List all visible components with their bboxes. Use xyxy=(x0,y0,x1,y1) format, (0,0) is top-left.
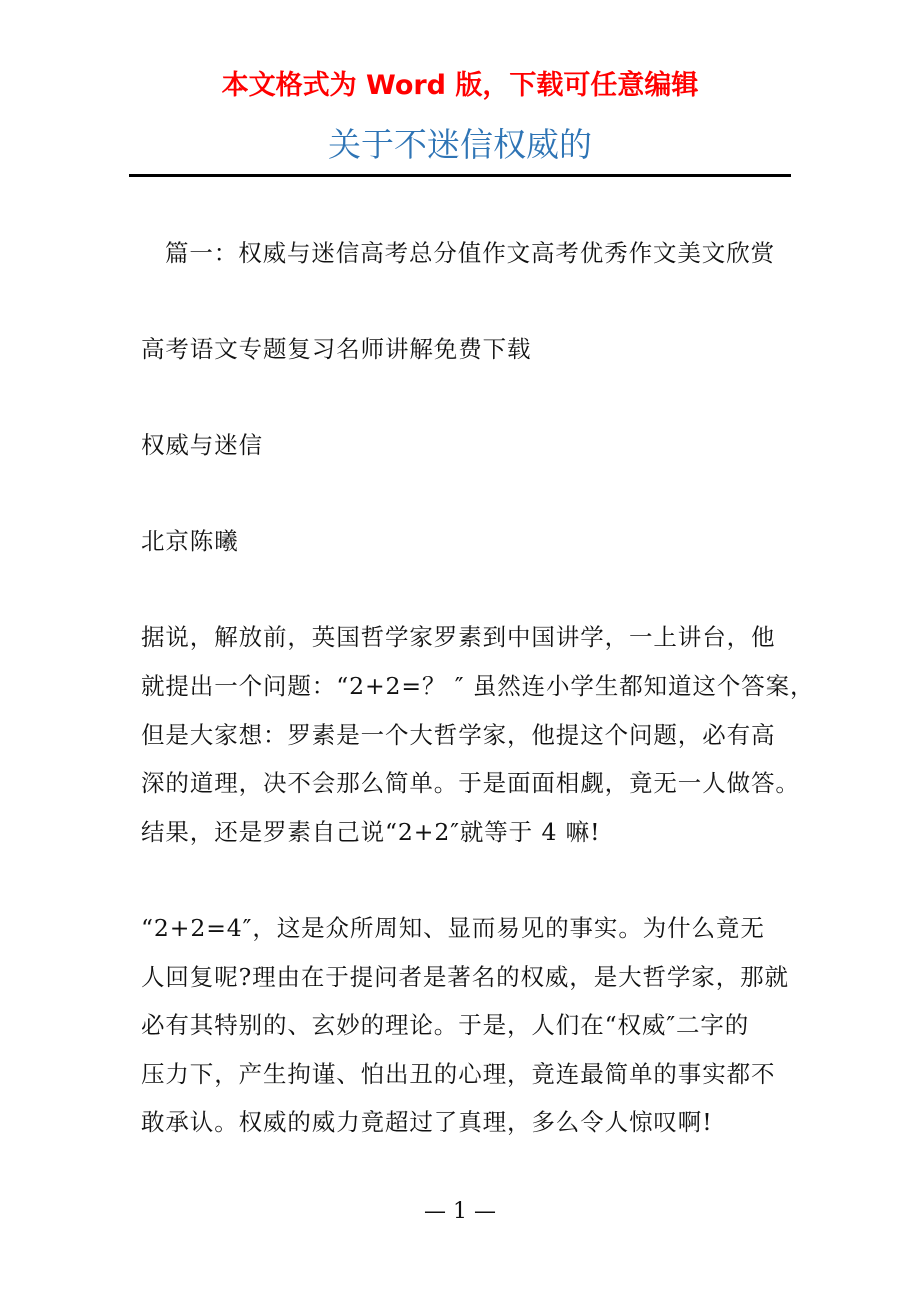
subheading: 高考语文专题复习名师讲解免费下载 xyxy=(141,335,532,363)
paragraph-line: 压力下，产生拘谨、怕出丑的心理，竟连最简单的事实都不 xyxy=(141,1060,776,1088)
editable-notice-banner: 本文格式为 Word 版，下载可任意编辑 xyxy=(221,70,699,101)
paragraph-line: 据说，解放前，英国哲学家罗素到中国讲学，一上讲台，他 xyxy=(141,623,776,651)
paragraph-line: 人回复呢?理由在于提问者是著名的权威，是大哲学家，那就 xyxy=(141,963,789,991)
article-title: 权威与迷信 xyxy=(141,431,263,459)
paragraph-line: 但是大家想：罗素是一个大哲学家，他提这个问题，必有高 xyxy=(141,721,776,749)
document-title: 关于不迷信权威的 xyxy=(328,125,592,164)
section-heading: 篇一：权威与迷信高考总分值作文高考优秀作文美文欣赏 xyxy=(165,239,775,267)
paragraph-line: 就提出一个问题：“2+2=？ ″ 虽然连小学生都知道这个答案， xyxy=(141,672,815,700)
paragraph-line: 敢承认。权威的威力竟超过了真理，多么令人惊叹啊! xyxy=(141,1108,713,1136)
page-number: — 1 — xyxy=(424,1199,496,1224)
paragraph-line: “2+2=4″，这是众所周知、显而易见的事实。为什么竟无 xyxy=(141,914,765,942)
author: 北京陈曦 xyxy=(141,527,239,555)
title-divider xyxy=(129,174,791,177)
paragraph-line: 结果，还是罗素自己说“2+2″就等于 4 嘛! xyxy=(141,818,601,846)
paragraph-line: 必有其特别的、玄妙的理论。于是，人们在“权威″二字的 xyxy=(141,1011,750,1039)
paragraph-line: 深的道理，决不会那么简单。于是面面相觑，竟无一人做答。 xyxy=(141,769,800,797)
